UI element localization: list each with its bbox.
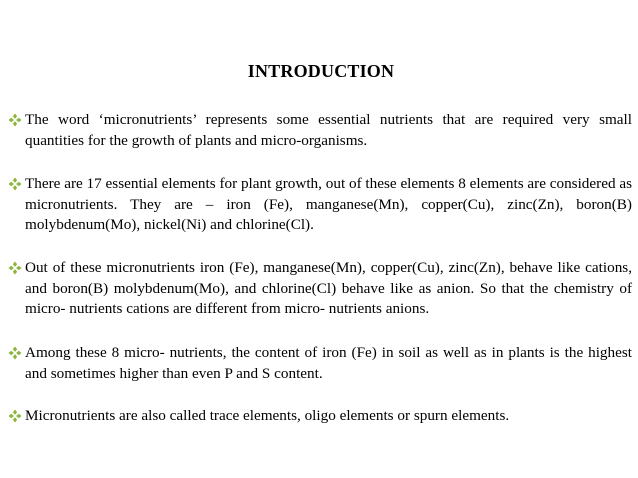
bullet-item bbox=[4, 343, 632, 384]
bullet-text: Among these 8 micro- nutrients, the content of iron (Fe) in soil as well as in plants is the highest and sometimes higher than even P and S content. bbox=[25, 344, 632, 382]
diamond-bullet-icon bbox=[8, 346, 22, 360]
diamond-bullet-icon bbox=[8, 409, 22, 423]
bullet-item bbox=[4, 174, 632, 236]
bullet-item bbox=[4, 110, 632, 151]
diamond-bullet-icon bbox=[8, 113, 22, 127]
bullet-item bbox=[4, 258, 632, 320]
bullet-text: There are 17 essential elements for plant growth, out of these elements 8 elements are considered as micronutrients. They are – iron (Fe), manganese(Mn), copper(Cu), zinc(Zn), boron(B) molybdenum(Mo), nickel(Ni) and chlorine(Cl). bbox=[25, 175, 632, 233]
bullet-text: Out of these micronutrients iron (Fe), manganese(Mn), copper(Cu), zinc(Zn), behave like cations, and boron(B) molybdenum(Mo), and chlorine(Cl) behave like as anion. So that the chemistry of micro- nutrients cations are different from micro- nutrients anions. bbox=[25, 259, 632, 317]
bullet-text: The word ‘micronutrients’ represents some essential nutrients that are required very small quantities for the growth of plants and micro-organisms. bbox=[25, 111, 632, 149]
diamond-bullet-icon bbox=[8, 177, 22, 191]
diamond-bullet-icon bbox=[8, 261, 22, 275]
bullet-text: Micronutrients are also called trace elements, oligo elements or spurn elements. bbox=[25, 407, 510, 424]
slide-title: INTRODUCTION bbox=[247, 61, 395, 81]
bullet-item bbox=[4, 406, 632, 427]
